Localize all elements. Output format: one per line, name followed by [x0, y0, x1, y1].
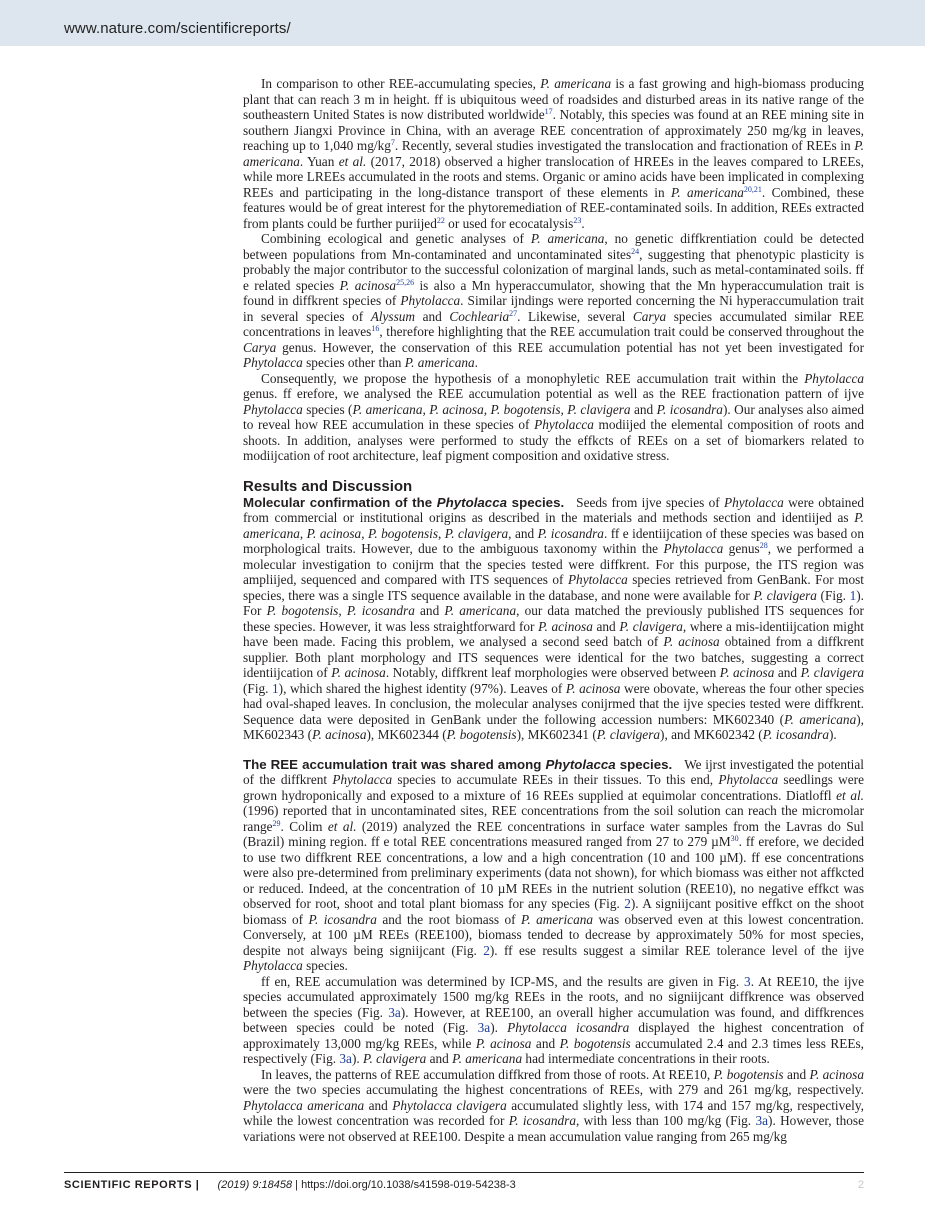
citation-link[interactable]: 20,21 [743, 184, 762, 194]
subsection-accumulation: The REE accumulation trait was shared among Phytolacca species. We ijrst investigated the potential of the diffkrent Phytolacca species to accumulate REEs in their tissues. To this end, Phytolacca seedlings were grown hydroponically and exposed to a mixture of 16 REEs supplied at equimolar concentrations. Diatloffl et al. (1996) reported that in uncontaminated sites, REE concentrations from the soil solution can reach the micromolar range$^{29}$. Colim et al. (2019) analyzed the REE concentrations in surface water samples from the Lavras do Sul (Brazil) mining region. ff e total REE concentrations measured ranged from 27 to 279 µM$^{30}$. ff erefore, we decided to use two diffkrent REE concentrations, a low and a high concentration (10 and 100 µM). ff ese concentrations were also pre-determined from preliminary experiments (data not shown), for which biomass was either not affkcted or reduced. Indeed, at the concentration of 10 µM REEs in the nutrient solution (REE10), no negative effkct was observed for root, shoot and total plant biomass for any species (Fig. 2). A signiijcant positive effkct on the shoot biomass of P. icosandra and the root biomass of P. americana was observed even at this lowest concentration. Conversely, at 100 µM REEs (REE100), biomass tended to decrease by approximately 50% for most species, despite not always being signiijcant (Fig. 2). ff ese results suggest a similar REE tolerance level of the ijve Phytolacca species. [243, 756, 864, 973]
section-heading: Results and Discussion [243, 477, 413, 495]
figure-link[interactable]: 3 [744, 973, 751, 989]
citation-link[interactable]: 16 [371, 324, 380, 333]
subsection-molecular: Molecular confirmation of the Phytolacca species. Seeds from ijve species of Phytolacca were obtained from commercial or institutional origins as described in the materials and methods section and identiijed as P. americana, P. acinosa, P. bogotensis, P. clavigera, and P. icosandra. ff e identiijcation of these species was based on morphological traits. However, due to the ambiguous taxonomy within the Phytolacca genus$^{28}$, we performed a molecular investigation to conijrm that the species tested were diffkrent. For this purpose, the ITS region was ampliijed, sequenced and compared with ITS sequences of Phytolacca species retrieved from GenBank. For most species, there was a single ITS sequence available in the database, and none were available for P. clavigera (Fig. 1). For P. bogotensis, P. icosandra and P. americana, our data matched the previously published ITS sequences for these species. However, it was less straightforward for P. acinosa and P. clavigera, where a mis-identiijcation might have been made. Facing this problem, we analysed a second seed batch of P. acinosa obtained from a diffkrent supplier. Both plant morphology and ITS sequences were identical for the two batches, suggesting a correct identiijcation of P. acinosa. Notably, diffkrent leaf morphologies were observed between P. acinosa and P. clavigera (Fig. 1), which shared the highest identity (97%). Leaves of P. acinosa were obovate, whereas the four other species had oval-shaped leaves. In conclusion, the molecular analyses conijrmed that the ijve species tested were diffkrent. Sequence data were deposited in GenBank under the following accession numbers: MK602340 (P. americana), MK602343 (P. acinosa), MK602344 (P. bogotensis), MK602341 (P. clavigera), and MK602342 (P. icosandra). [243, 494, 865, 742]
citation-link[interactable]: 25,26 [396, 277, 415, 287]
figure-link[interactable]: 3a [755, 1113, 769, 1128]
citation-link[interactable]: 24 [631, 246, 640, 256]
paragraph-2: Combining ecological and genetic analyses of P. americana, no genetic diffkrentiation could be detected between populations from Mn-contaminated and uncontaminated sites$^{24}$, suggesting that phenotypic plasticity is probably the major contributor to the successful colonization of marginal lands, such as metal-contaminated soils. ff e related species P. acinosa$^{25,26}$ is also a Mn hyperaccumulator, showing that the Mn hyperaccumulation trait is found in diffkrent species of Phytolacca. Similar ijndings were reported concerning the Ni hyperaccumulation trait in several species of Alyssum and Cochlearia$^{27}$. Likewise, several Carya species accumulated similar REE concentrations in leaves$^{16}$, therefore highlighting that the REE accumulation trait could be conserved throughout the Carya genus. However, the conservation of this REE accumulation potential has not yet been investigated for Phytolacca species other than P. americana. [243, 231, 865, 370]
citation-link[interactable]: 7 [390, 138, 395, 147]
figure-link[interactable]: 2 [483, 942, 490, 958]
footer-divider [64, 1172, 864, 1173]
figure-link[interactable]: 3a [388, 1004, 401, 1020]
figure-link[interactable]: 2 [624, 896, 631, 911]
figure-link[interactable]: 1 [272, 680, 279, 696]
paragraph-3: Consequently, we propose the hypothesis of a monophyletic REE accumulation trait within the Phytolacca genus. ff erefore, we analysed the REE accumulation potential as well as the REE fractionation pattern of ijve Phytolacca species (P. americana, P. acinosa, P. bogotensis, P. clavigera and P. icosandra). Our analyses also aimed to reveal how REE accumulation in these species of Phytolacca modiijed the elemental composition of roots and shoots. In addition, analyses were performed to study the effkcts of REEs on a set of biomarkers related to modiijcation of root architecture, leaf pigment composition and oxidative stress. [243, 370, 865, 463]
citation-link[interactable]: 23 [573, 215, 582, 225]
figure-link[interactable]: 3a [339, 1051, 352, 1066]
page-number: 2 [857, 1179, 864, 1191]
paragraph-4: ff en, REE accumulation was determined by ICP-MS, and the results are given in Fig. 3. At REE10, the ijve species accumulated approximately 1500 mg/kg REEs in the roots, and no signiijcant diffkrence was observed between the species (Fig. 3a). However, at REE100, an overall higher accumulation was found, and diffkrences between species could be noted (Fig. 3a). Phytolacca icosandra displayed the highest concentration of approximately 13,000 mg/kg REEs, while P. acinosa and P. bogotensis accumulated 2.4 and 2.3 times less REEs, respectively (Fig. 3a). P. clavigera and P. americana had intermediate concentrations in their roots. [243, 973, 865, 1066]
doi-link[interactable]: | https://doi.org/10.1038/s41598-019-54238-3 [292, 1179, 516, 1191]
subsection-heading: The REE accumulation trait was shared among Phytolacca species. [243, 756, 673, 772]
figure-link[interactable]: 3a [477, 1020, 491, 1035]
subsection-heading: Molecular confirmation of the Phytolacca species. [243, 494, 565, 510]
journal-name: SCIENTIFIC REPORTS | [64, 1179, 200, 1191]
citation-link[interactable]: 30 [730, 834, 739, 843]
paragraph-5: In leaves, the patterns of REE accumulation diffkred from those of roots. At REE10, P. bogotensis and P. acinosa were the two species accumulating the highest concentrations of REEs, with 279 and 261 mg/kg, respectively. Phytolacca americana and Phytolacca clavigera accumulated slightly less, with 174 and 157 mg/kg, respectively, while the lowest concentration was recorded for P. icosandra, with less than 100 mg/kg (Fig. 3a). However, those variations were not observed at REE100. Despite a mean accumulation value ranging from 265 mg/kg [243, 1066, 864, 1144]
journal-url[interactable]: www.nature.com/scientificreports/ [64, 20, 291, 37]
citation-year: (2019) 9:18458 [217, 1179, 293, 1191]
article-body [243, 76, 864, 1144]
citation-link[interactable]: 29 [272, 818, 281, 828]
citation-link[interactable]: 22 [436, 215, 445, 225]
page-footer [64, 1179, 864, 1195]
paragraph-1: In comparison to other REE-accumulating species, P. americana is a fast growing and high-biomass producing plant that can reach 3 m in height. ff is ubiquitous weed of roadsides and disturbed areas in its native range of the southeastern United States is now distributed worldwide$^{17}$. Notably, this species was found at an REE mining site in southern Jiangxi Province in China, with an average REE concentration of approximately 250 mg/kg in leaves, reaching up to 1,040 mg/kg$^7$. Recently, several studies investigated the translocation and fractionation of REEs in P. americana. Yuan et al. (2017, 2018) observed a higher translocation of HREEs in the leaves compared to LREEs, while more LREEs accumulated in the roots and stems. Organic or amino acids have been implicated in complexing REEs and participating in the long-distance transport of these elements in P. americana$^{20,21}$. Combined, these features would be of great interest for the phytoremediation of REE-contaminated soils. In addition, REEs extracted from plants could be further puriijed$^{22}$ or used for ecocatalysis$^{23}$. [243, 76, 865, 231]
header-bar [0, 0, 925, 46]
figure-link[interactable]: 1 [849, 587, 857, 603]
citation-link[interactable]: 28 [759, 541, 768, 550]
citation-link[interactable]: 17 [544, 107, 553, 116]
citation-link[interactable]: 27 [509, 308, 518, 318]
